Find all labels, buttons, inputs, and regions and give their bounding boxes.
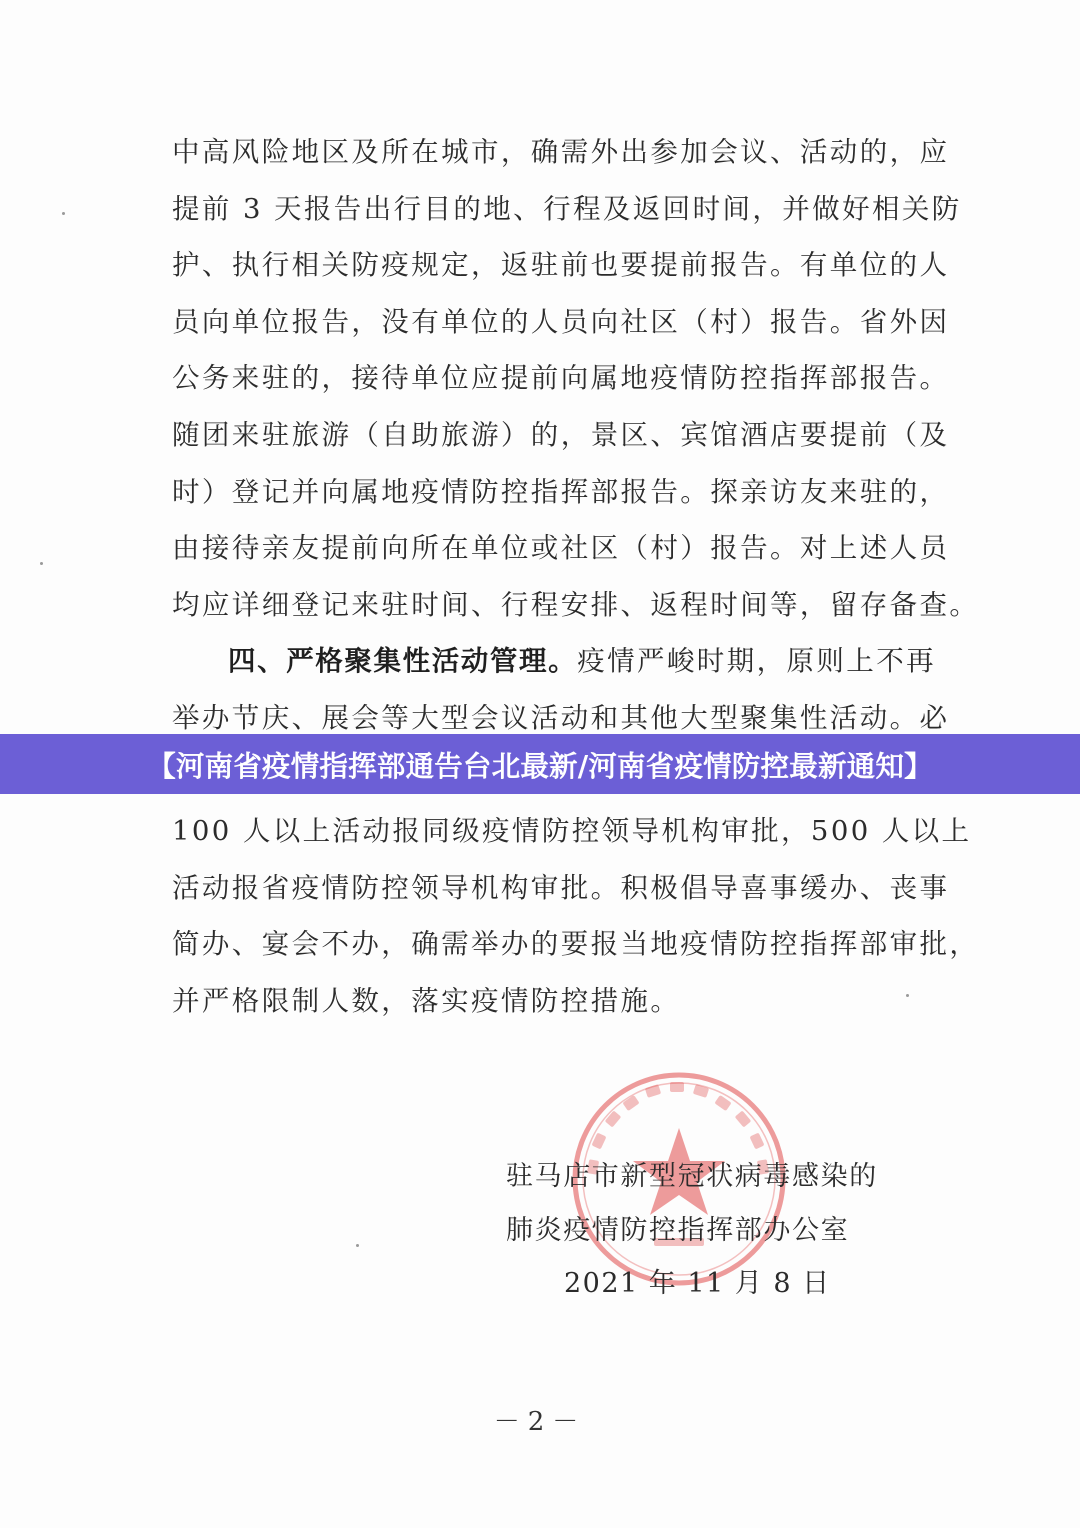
body-line: 举办节庆、展会等大型会议活动和其他大型聚集性活动。必 bbox=[172, 701, 950, 734]
body-line: 时）登记并向属地疫情防控指挥部报告。探亲访友来驻的， bbox=[172, 475, 950, 508]
body-line: 活动报省疫情防控领导机构审批。积极倡导喜事缓办、丧事 bbox=[172, 871, 950, 904]
scan-speck bbox=[40, 562, 43, 565]
scan-speck bbox=[62, 212, 65, 215]
banner-title: 【河南省疫情指挥部通告台北最新/河南省疫情防控最新通知】 bbox=[147, 749, 933, 783]
scan-speck bbox=[356, 1244, 359, 1247]
body-line: 并严格限制人数，落实疫情防控措施。 bbox=[172, 984, 681, 1017]
body-line: 简办、宴会不办，确需举办的要报当地疫情防控指挥部审批， bbox=[172, 928, 980, 961]
title-banner bbox=[0, 734, 1080, 794]
body-line: 护、执行相关防疫规定，返驻前也要提前报告。有单位的人 bbox=[172, 249, 950, 282]
signature-block bbox=[506, 1150, 886, 1258]
issuer-line-1: 驻马店市新型冠状病毒感染的 bbox=[506, 1161, 878, 1192]
issuer-line-2: 肺炎疫情防控指挥部办公室 bbox=[506, 1215, 850, 1246]
body-line: 均应详细登记来驻时间、行程安排、返程时间等，留存备查。 bbox=[172, 588, 980, 621]
body-line: 中高风险地区及所在城市，确需外出参加会议、活动的，应 bbox=[172, 136, 950, 168]
body-line: 提前 3 天报告出行目的地、行程及返回时间，并做好相关防 bbox=[172, 192, 962, 225]
document-body bbox=[172, 124, 980, 1030]
page-number: －2－ bbox=[493, 1407, 587, 1437]
scan-speck bbox=[906, 994, 909, 997]
body-line: 由接待亲友提前向所在单位或社区（村）报告。对上述人员 bbox=[172, 532, 950, 565]
document-date: 2021 年 11 月 8 日 bbox=[564, 1268, 831, 1299]
body-line: 公务来驻的，接待单位应提前向属地疫情防控指挥部报告。 bbox=[172, 362, 950, 395]
body-line: 员向单位报告，没有单位的人员向社区（村）报告。省外因 bbox=[172, 305, 950, 338]
section-4-line bbox=[172, 633, 937, 690]
section-heading-rest: 疫情严峻时期，原则上不再 bbox=[577, 645, 937, 678]
body-line: 100 人以上活动报同级疫情防控领导机构审批，500 人以上 bbox=[172, 815, 972, 848]
body-line: 随团来驻旅游（自助旅游）的，景区、宾馆酒店要提前（及 bbox=[172, 418, 950, 451]
section-heading: 四、严格聚集性活动管理。 bbox=[228, 645, 578, 678]
